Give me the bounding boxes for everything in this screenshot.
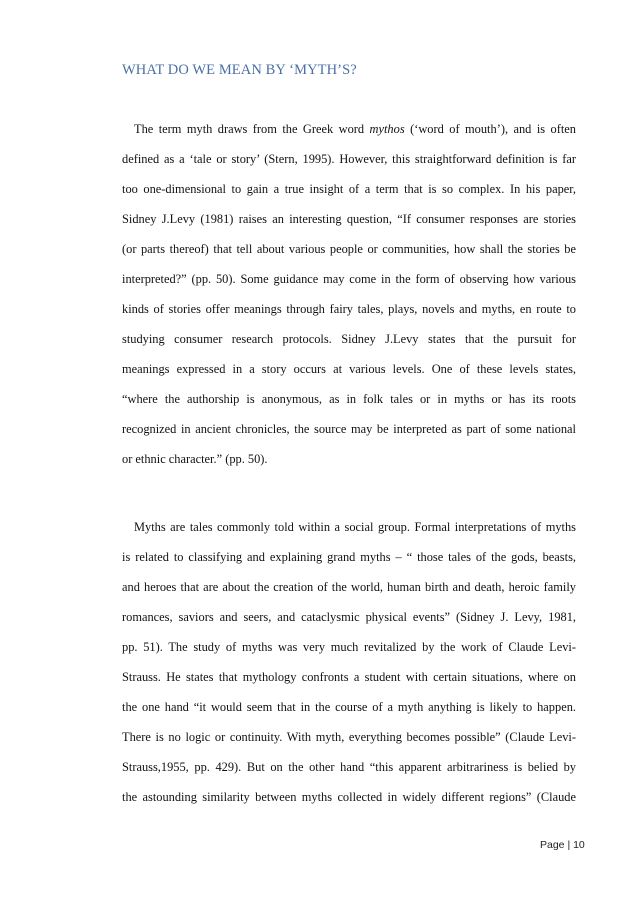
- paragraph-line: and heroes that are about the creation of the world, human birth and death, heroic family: [122, 580, 576, 594]
- paragraph-2: [122, 512, 576, 812]
- paragraph-line: “where the authorship is anonymous, as in folk tales or in myths or has its roots: [122, 392, 576, 406]
- paragraph-line: meanings expressed in a story occurs at various levels. One of these levels states,: [122, 362, 576, 376]
- paragraph-line: (or parts thereof) that tell about various people or communities, how shall the stories be: [122, 242, 576, 256]
- paragraph-line: romances, saviors and seers, and cataclysmic physical events” (Sidney J. Levy, 1981,: [122, 610, 576, 624]
- paragraph-1: [122, 114, 576, 474]
- paragraph-line: recognized in ancient chronicles, the source may be interpreted as part of some national: [122, 422, 576, 436]
- paragraph-line: Myths are tales commonly told within a social group. Formal interpretations of myths: [134, 520, 576, 534]
- paragraph-line: There is no logic or continuity. With myth, everything becomes possible” (Claude Levi-: [122, 730, 576, 744]
- paragraph-line: Strauss. He states that mythology confronts a student with certain situations, where on: [122, 670, 576, 684]
- paragraph-line: kinds of stories offer meanings through fairy tales, plays, novels and myths, en route to: [122, 302, 576, 316]
- paragraph-line: the one hand “it would seem that in the course of a myth anything is likely to happen.: [122, 700, 576, 714]
- paragraph-line: The term myth draws from the Greek word mythos (‘word of mouth’), and is often: [134, 122, 576, 136]
- paragraph-line: interpreted?” (pp. 50). Some guidance may come in the form of observing how various: [122, 272, 576, 286]
- paragraph-line: the astounding similarity between myths collected in widely different regions” (Claude: [122, 790, 576, 804]
- paragraph-line: Strauss,1955, pp. 429). But on the other hand “this apparent arbitrariness is belied by: [122, 760, 576, 774]
- paragraph-line: is related to classifying and explaining grand myths – “ those tales of the gods, beasts,: [122, 550, 576, 564]
- paragraph-line: pp. 51). The study of myths was very much revitalized by the work of Claude Levi-: [122, 640, 576, 654]
- greek-term: mythos: [369, 122, 405, 136]
- paragraph-line: or ethnic character.” (pp. 50).: [122, 452, 268, 466]
- paragraph-line: Sidney J.Levy (1981) raises an interesting question, “If consumer responses are stories: [122, 212, 576, 226]
- page-number: Page | 10: [540, 839, 585, 851]
- paragraph-line: defined as a ‘tale or story’ (Stern, 1995). However, this straightforward definition is far: [122, 152, 576, 166]
- section-heading: WHAT DO WE MEAN BY ‘MYTH’S?: [122, 62, 357, 78]
- paragraph-line: too one-dimensional to gain a true insight of a term that is so complex. In his paper,: [122, 182, 576, 196]
- paragraph-line: studying consumer research protocols. Sidney J.Levy states that the pursuit for: [122, 332, 576, 346]
